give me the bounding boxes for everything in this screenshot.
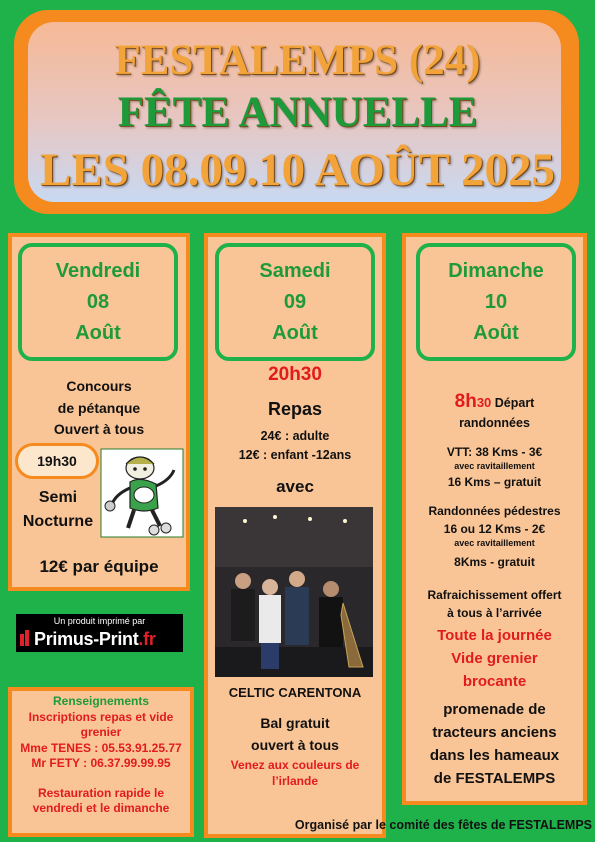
friday-event-line3: Ouvert à tous <box>53 421 145 437</box>
info-contact-fety: Mr FETY : 06.37.99.99.95 <box>31 756 171 770</box>
friday-event-line2: de pétanque <box>57 399 141 416</box>
sunday-pedestres <box>406 503 583 570</box>
friday-nocturne: Nocturne <box>22 513 94 530</box>
sunday-month: Août <box>473 322 519 344</box>
logo-brand-tld: .fr <box>138 629 156 649</box>
friday-semi: Semi <box>38 489 78 506</box>
friday-event-line1: Concours <box>66 378 132 394</box>
saturday-day: Samedi <box>259 260 331 282</box>
sunday-pedestres-free: 8Kms - gratuit <box>454 555 535 569</box>
sunday-day: Dimanche <box>448 260 544 282</box>
saturday-bal-line1: Bal gratuit <box>260 715 330 731</box>
header-title-village: FESTALEMPS (24) <box>114 37 481 84</box>
friday-month: Août <box>75 322 121 344</box>
sunday-refresh-line1: Rafraichissement offert <box>427 588 562 602</box>
primus-print-logo <box>16 614 183 652</box>
saturday-price-adult: 24€ : adulte <box>260 429 330 443</box>
logo-brand <box>34 629 156 650</box>
saturday-bal <box>208 712 382 756</box>
logo-tagline: Un produit imprimé par <box>53 616 146 626</box>
info-inscriptions-line1: Inscriptions repas et vide <box>28 709 174 724</box>
sunday-vide: Vide grenier <box>451 650 538 667</box>
saturday-price-child: 12€ : enfant -12ans <box>238 448 352 462</box>
sunday-promenade-line2: tracteurs anciens <box>432 724 557 741</box>
saturday-prices <box>208 427 382 465</box>
saturday-irish <box>208 757 382 789</box>
sunday-pedestres-title: Randonnées pédestres <box>428 504 561 518</box>
sunday-vtt-price: VTT: 38 Kms - 3€ <box>446 445 543 459</box>
logo-mark-2 <box>25 630 29 646</box>
info-content <box>12 694 190 817</box>
saturday-time: 20h30 <box>268 364 322 385</box>
sunday-allday: Toute la journée <box>437 627 552 644</box>
header-title-fete: FÊTE ANNUELLE <box>117 89 478 136</box>
sunday-rando-title <box>406 392 583 433</box>
info-contact-tenes: Mme TENES : 05.53.91.25.77 <box>20 740 182 755</box>
friday-day-header <box>18 243 178 361</box>
info-title: Renseignements <box>52 694 150 708</box>
friday-day: Vendredi <box>55 260 141 282</box>
band-photo <box>215 507 373 677</box>
friday-price: 12€ par équipe <box>39 557 159 576</box>
sunday-promenade-line3: dans les hameaux <box>429 747 560 764</box>
saturday-day-header <box>215 243 375 361</box>
sunday-vtt-ravitaillement: avec ravitaillement <box>454 461 535 471</box>
sunday-depart-line <box>406 392 583 413</box>
friday-time-badge: 19h30 <box>15 443 99 479</box>
sunday-time-hour: 8h <box>454 391 477 412</box>
saturday-month: Août <box>272 322 318 344</box>
sunday-randonnees: randonnées <box>459 416 530 430</box>
band-photo-illustration <box>215 507 373 677</box>
sunday-pedestres-price: 16 ou 12 Kms - 2€ <box>443 522 546 536</box>
saturday-with: avec <box>276 477 314 496</box>
sunday-promenade-line4: de FESTALEMPS <box>433 770 556 787</box>
saturday-date: 09 <box>283 291 307 313</box>
info-inscriptions-line2: grenier <box>80 725 122 739</box>
sunday-promenade-line1: promenade de <box>443 701 546 718</box>
sunday-tracteurs <box>406 698 583 790</box>
sunday-brocante: brocante <box>462 673 527 690</box>
saturday-irish-line2: l’irlande <box>271 774 318 788</box>
header-title-dates: LES 08.09.10 AOÛT 2025 <box>40 144 555 196</box>
friday-date: 08 <box>86 291 110 313</box>
sunday-vtt <box>406 444 583 490</box>
petanque-player-illustration <box>100 448 184 538</box>
sunday-vide-grenier <box>406 624 583 693</box>
logo-mark <box>20 634 24 646</box>
saturday-band: CELTIC CARENTONA <box>228 685 362 700</box>
sunday-refresh <box>406 586 583 622</box>
saturday-bal-line2: ouvert à tous <box>251 737 339 753</box>
logo-brand-name: Primus-Print <box>34 629 139 649</box>
sunday-date: 10 <box>484 291 508 313</box>
sunday-vtt-free: 16 Kms – gratuit <box>447 475 542 489</box>
friday-event <box>12 376 186 441</box>
sunday-time-minutes: 30 <box>476 395 492 410</box>
friday-semi-nocturne <box>12 486 104 534</box>
saturday-irish-line1: Venez aux couleurs de <box>230 758 360 772</box>
sunday-day-header <box>416 243 576 361</box>
sunday-refresh-line2: à tous à l’arrivée <box>447 606 542 620</box>
footer-organiser: Organisé par le comité des fêtes de FESTALEMPS <box>294 818 592 832</box>
sunday-depart: Départ <box>491 396 535 410</box>
sunday-pedestres-ravitaillement: avec ravitaillement <box>454 538 535 548</box>
saturday-meal: Repas <box>267 399 323 419</box>
info-restauration-line2: vendredi et le dimanche <box>32 801 170 815</box>
info-restauration-line1: Restauration rapide le <box>37 785 165 800</box>
